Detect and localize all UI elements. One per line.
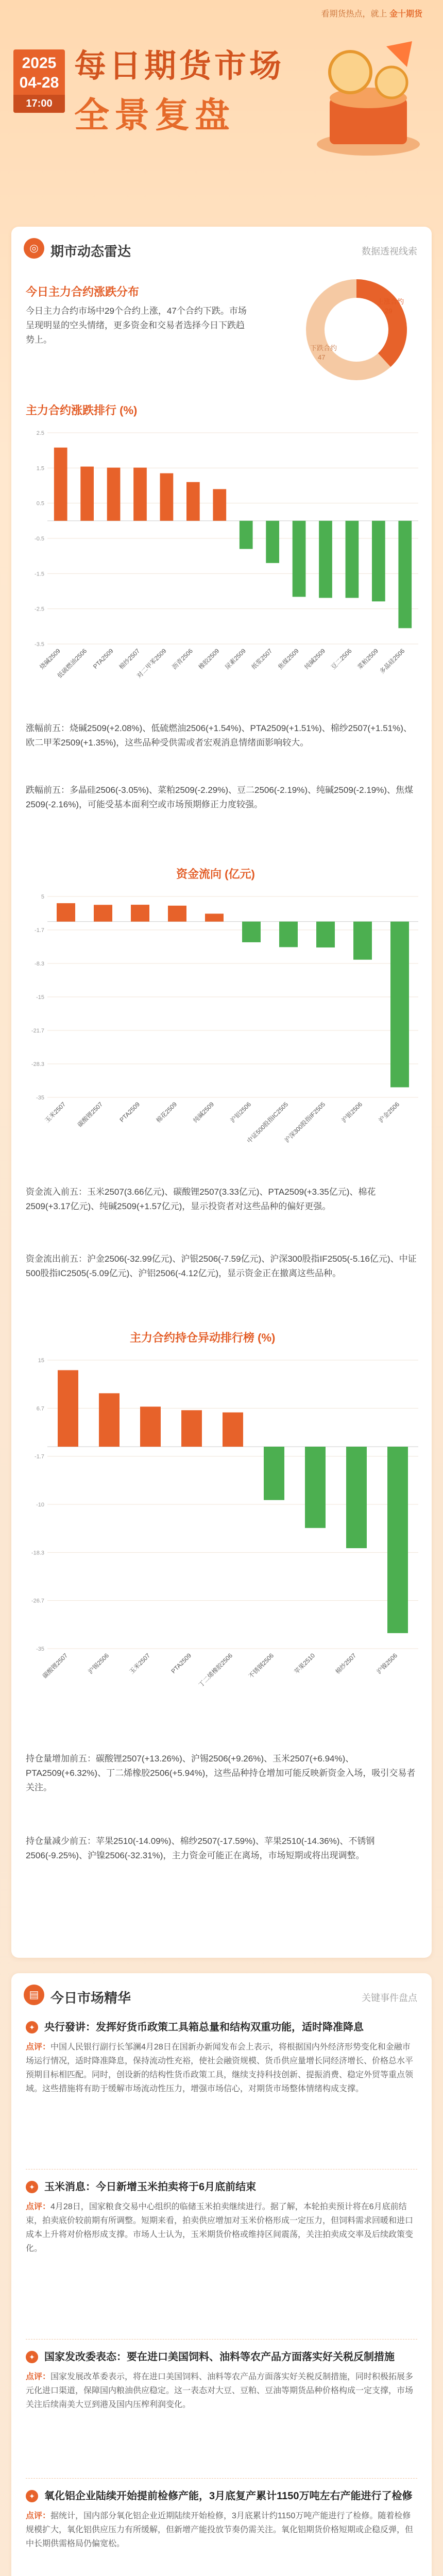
news-item[interactable] [26, 2020, 417, 2096]
x-tick-label: 玉米2507 [128, 1652, 152, 1675]
x-tick-label: 丁二烯橡胶2506 [197, 1652, 234, 1689]
news-body-text: 据统计，国内部分氧化铝企业近期陆续开始检修，3月底累计约1150万吨产能进行了检修。随着检修规模扩大，氧化铝供应压力有所缓解，但新增产能投放节奏仍需关注。氧化铝期货价格短期或企稳反弹，但中长期供需格局仍偏宽松。 [26, 2512, 414, 2548]
hero-header [0, 0, 443, 222]
news-item-title[interactable] [26, 2488, 417, 2504]
bar [390, 922, 409, 1088]
x-tick-label: 豆二2506 [329, 647, 353, 671]
bar [353, 922, 372, 960]
y-tick-label: 1.5 [36, 465, 44, 472]
coins-illustration-icon [309, 36, 428, 160]
y-tick-label: -35 [36, 1646, 44, 1652]
x-tick-label: 沪银2506 [340, 1100, 364, 1124]
x-tick-label: 不锈钢2506 [247, 1652, 276, 1680]
page-subtitle: 全景复盘 [74, 96, 235, 135]
bar [205, 913, 224, 921]
bar [160, 473, 174, 521]
y-tick-label: 6.7 [36, 1405, 44, 1412]
date-box [13, 49, 65, 113]
bar [168, 906, 186, 922]
bar [240, 521, 253, 549]
news-section-title: 今日市场精华 [50, 1990, 131, 2006]
news-item-title[interactable] [26, 2179, 417, 2195]
x-tick-label: 纸浆2507 [250, 647, 274, 671]
dist-donut-chart [300, 273, 413, 386]
donut-up-label: 上涨合约 [377, 298, 404, 306]
news-title-text: 氧化铝企业陆续开始提前检修产能，3月底复产累计1150万吨左右产能进行了检修 [44, 2490, 413, 2502]
bar [94, 905, 112, 921]
y-tick-label: 0.5 [36, 500, 44, 507]
bar [319, 521, 332, 598]
bar [54, 448, 67, 521]
bar [140, 1406, 161, 1447]
dist-text: 今日主力合约市场中29个合约上涨，47个合约下跌。市场呈现明显的空头情绪，更多资金和交易者选择今日下跌趋势上。 [26, 306, 247, 345]
x-tick-label: 沪深300股指IF2505 [283, 1100, 327, 1144]
bar [293, 521, 306, 597]
y-tick-label: 2.5 [36, 430, 44, 436]
news-divider [26, 2478, 417, 2479]
y-tick-label: -1.7 [35, 927, 44, 934]
y-tick-label: -21.7 [31, 1028, 44, 1034]
x-tick-label: 橡胶2509 [197, 647, 221, 671]
x-tick-label: 棉花2509 [155, 1100, 179, 1124]
y-tick-label: -8.3 [35, 961, 44, 967]
dynamics-card [11, 227, 432, 1958]
date-year: 2025 [22, 55, 57, 72]
news-item-body [26, 2040, 417, 2096]
flow-text-2: 资金流出前五：沪金2506(-32.99亿元)、沪银2506(-7.59亿元)、沪深300股指IF2505(-5.16亿元)、中证500股指IC2505(-5.09亿元)、沪铝2506(-4.12亿元)，显示资金正在撤离这些品种。 [26, 1254, 417, 1278]
oi-text-1: 持仓量增加前五：碳酸锂2507(+13.26%)、沪锡2506(+9.26%)、玉米2507(+6.94%)、PTA2509(+6.32%)、丁二烯橡胶2506(+5.94%)，这些品种持仓增加可能反映新资金入场，吸引交易者关注。 [26, 1754, 416, 1792]
dynamics-right-note: 数据透视线索 [362, 246, 417, 257]
gain-text-1: 涨幅前五：烧碱2509(+2.08%)、低硫燃油2506(+1.54%)、PTA2509(+1.51%)、棉纱2507(+1.51%)、欧二甲苯2509(+1.35%)，这些品种受供需或者宏观消息情绪面影响较大。 [26, 723, 412, 748]
x-tick-label: 玉米2507 [43, 1100, 67, 1124]
bar [316, 922, 335, 947]
news-title-text: 央行發讲：发挥好货币政策工具箱总量和结构双重功能，适时降准降息 [44, 2022, 364, 2033]
y-tick-label: -3.5 [35, 641, 44, 648]
y-tick-label: -0.5 [35, 536, 44, 542]
bar [398, 521, 412, 628]
bar [58, 1370, 78, 1447]
donut-down-value: 47 [318, 353, 326, 361]
bar [186, 482, 200, 521]
bar [242, 922, 261, 942]
news-item[interactable] [26, 2488, 417, 2551]
y-tick-label: -10 [36, 1502, 44, 1508]
y-tick-label: -28.3 [31, 1061, 44, 1067]
bar [107, 468, 121, 521]
bar [181, 1410, 202, 1447]
x-tick-label: 中证500股指IC2505 [245, 1100, 290, 1145]
x-tick-label: 尿素2509 [224, 647, 247, 671]
y-tick-label: 5 [41, 894, 44, 900]
flow-bar-chart [22, 886, 423, 1175]
x-tick-label: 低硫燃油2506 [56, 647, 89, 680]
bar [264, 1447, 284, 1500]
x-tick-label: 对二甲苯2509 [135, 647, 168, 680]
x-tick-label: 碳酸锂2507 [41, 1652, 70, 1680]
dist-title: 今日主力合约涨跌分布 [26, 285, 140, 298]
flow-text-1: 资金流入前五：玉米2507(3.66亿元)、碳酸锂2507(3.33亿元)、PTA2509(+3.35亿元)、棉花2509(+3.17亿元)、纯碱2509(+1.57亿元)，显示投资者对这些品种的偏好更强。 [26, 1187, 376, 1211]
news-body-text: 4月28日，国家粮食交易中心组织的临储玉米拍卖继续进行。据了解，本轮拍卖预计将在6月底前结束，拍卖底价较前期有所调整。短期来看，拍卖供应增加对玉米价格形成一定压力，但饲料需求回暖和进口成本上升将对价格形成支撑。市场人士认为，玉米期货价格或维持区间震荡，关注拍卖成交率及后续政策变化。 [26, 2202, 414, 2253]
bar [133, 468, 147, 521]
x-tick-label: 纯碱2509 [192, 1100, 216, 1124]
news-body-text: 国家发展改革委表示，将在进口美国饲料、油料等农产品方面落实好关税反制措施，同时积极拓展多元化进口渠道，保障国内粮油供应稳定。这一表态对大豆、豆粕、豆油等期货品种价格构成一定支撑，市场关注后续南美大豆到港及国内压榨利润变化。 [26, 2372, 414, 2409]
flame-icon: ✦ [26, 2021, 38, 2033]
bar [266, 521, 279, 563]
news-item-title[interactable] [26, 2020, 417, 2035]
donut-up-value: 29 [385, 307, 393, 315]
y-tick-label: -15 [36, 994, 44, 1001]
y-tick-label: 15 [38, 1358, 44, 1364]
y-tick-label: -1.7 [35, 1453, 44, 1460]
y-tick-label: -35 [36, 1095, 44, 1101]
bar [305, 1447, 326, 1528]
bar [213, 489, 226, 521]
news-item-body [26, 2509, 417, 2551]
dynamics-section-title: 期市动态雷达 [50, 244, 131, 259]
x-tick-label: PTA2509 [118, 1100, 142, 1124]
bar [99, 1393, 120, 1447]
x-tick-label: PTA2509 [169, 1652, 193, 1675]
news-item[interactable] [26, 2179, 417, 2256]
x-tick-label: 菜粕2509 [356, 647, 380, 671]
news-item-title[interactable] [26, 2349, 417, 2365]
bar [279, 922, 298, 947]
news-comment-label: 点评： [26, 2372, 51, 2381]
gain-bar-chart [22, 422, 423, 711]
flame-icon: ✦ [26, 2181, 38, 2193]
news-comment-label: 点评： [26, 2043, 51, 2052]
oi-title: 主力合约持仓异动排行榜 (%) [130, 1331, 276, 1344]
hero-top-note [321, 7, 422, 19]
x-tick-label: 沥青2506 [171, 647, 194, 671]
news-title-text: 玉米消息：今日新增玉米拍卖将于6月底前结束 [44, 2181, 257, 2193]
news-divider [26, 2339, 417, 2340]
flame-icon: ✦ [26, 2490, 38, 2502]
x-tick-label: 苹果2510 [293, 1652, 317, 1675]
news-item-body [26, 2200, 417, 2256]
x-tick-label: 焦煤2509 [276, 647, 300, 671]
x-tick-label: 沪镍2506 [375, 1652, 399, 1675]
x-tick-label: 沪锡2506 [87, 1652, 111, 1675]
news-item[interactable] [26, 2349, 417, 2412]
y-tick-label: -1.5 [35, 571, 44, 578]
flow-title: 资金流向 (亿元) [176, 868, 255, 880]
bar [80, 467, 94, 521]
flame-icon: ✦ [26, 2351, 38, 2363]
bar [346, 1447, 367, 1548]
date-time: 17:00 [13, 95, 65, 113]
donut-down-label: 下跌合约 [310, 344, 337, 352]
brand-text: 金十期货 [389, 10, 422, 19]
y-tick-label: -2.5 [35, 606, 44, 613]
news-divider [26, 2169, 417, 2170]
bar [387, 1447, 408, 1633]
y-tick-label: -18.3 [31, 1550, 44, 1556]
x-tick-label: PTA2509 [92, 647, 115, 670]
bar [346, 521, 359, 598]
oi-bar-chart [22, 1350, 423, 1721]
x-tick-label: 沪金2506 [377, 1100, 401, 1124]
x-tick-label: 纯碱2509 [303, 647, 327, 671]
top-note-text: 看期货热点，就上 [321, 10, 387, 19]
bar [372, 521, 385, 601]
y-tick-label: -26.7 [31, 1598, 44, 1604]
x-tick-label: 棉纱2507 [334, 1652, 358, 1675]
x-tick-label: 沪铝2506 [229, 1100, 253, 1124]
bar [57, 903, 75, 922]
x-tick-label: 烧碱2509 [38, 647, 62, 671]
oi-text-2: 持仓量减少前五：苹果2510(-14.09%)、棉纱2507(-17.59%)、苹果2510(-14.36%)、不锈钢2506(-9.25%)、沪镍2506(-32.31%)，主力资金可能正在离场，市场短期或将出现调整。 [26, 1836, 375, 1860]
x-tick-label: 棉纱2507 [117, 647, 142, 671]
news-body-text: 中国人民银行副行长邹澜4月28日在国新办新闻发布会上表示，将根据国内外经济形势变化和金融市场运行情况，适时降准降息，保持流动性充裕，使社会融资规模、货币供应量增长同经济增长、价格总水平预期目标相匹配。同时，创设新的结构性货币政策工具，继续支持科技创新、提振消费、稳定外贸等重点领域。这些措施将有助于缓解市场流动性压力，增强市场信心，对期货市场整体情绪构成支撑。 [26, 2043, 414, 2093]
news-title-text: 国家发改委表态：要在进口美国饲料、油料等农产品方面落实好关税反制措施 [44, 2351, 395, 2363]
gain-title: 主力合约涨跌排行 (%) [26, 404, 138, 417]
news-icon: ▤ [24, 1985, 44, 2005]
date-month-day: 04-28 [19, 74, 59, 91]
x-tick-label: 碳酸锂2507 [76, 1100, 105, 1129]
bar [131, 905, 149, 922]
news-comment-label: 点评： [26, 2512, 51, 2520]
news-right-note: 关键事件盘点 [362, 1993, 417, 2003]
gain-text-2: 跌幅前五：多晶硅2506(-3.05%)、菜粕2509(-2.29%)、豆二2506(-2.19%)、纯碱2509(-2.19%)、焦煤2509(-2.16%)，可能受基本面利空或市场预期修正力度较强。 [26, 785, 414, 809]
radar-icon: ◎ [24, 238, 44, 259]
news-item-body [26, 2370, 417, 2412]
bar [223, 1412, 243, 1447]
news-comment-label: 点评： [26, 2202, 51, 2211]
x-tick-label: 多晶硅2506 [378, 647, 406, 675]
page-title: 每日期货市场 [74, 48, 285, 84]
